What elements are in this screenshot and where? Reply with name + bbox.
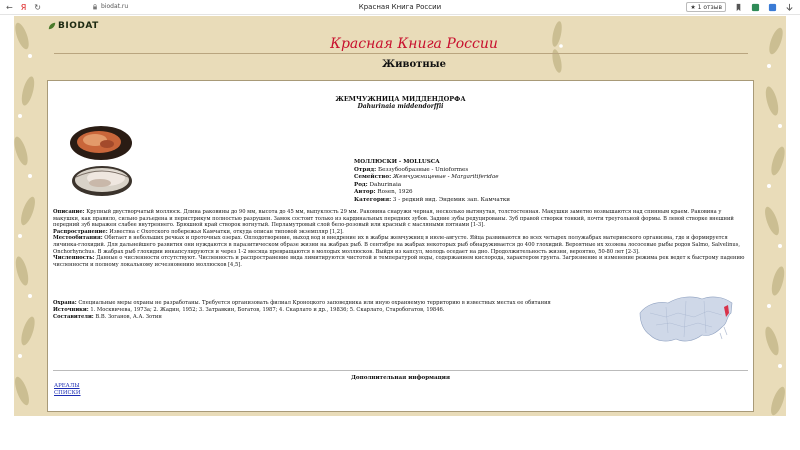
range-map-image xyxy=(636,283,736,363)
yandex-icon[interactable]: Я xyxy=(20,2,27,12)
paragraph-label: Составители: xyxy=(53,313,94,320)
site-title: Красная Книга России xyxy=(330,36,498,52)
protection-paragraph xyxy=(53,300,633,307)
description-paragraph xyxy=(53,209,747,229)
paragraph-text: Специальные меры охраны не разработаны. Требуется организовать филиал Кроноцкого заповедника или иную охраняемую территорию в известных местах ее обитания xyxy=(76,300,551,306)
taxon-row-genus xyxy=(354,182,510,190)
reload-icon[interactable]: ↻ xyxy=(34,2,41,12)
taxonomy-block xyxy=(354,159,510,205)
taxon-value: Жемчужницевые - Margaritiferidae xyxy=(391,174,499,181)
bookmark-icon[interactable] xyxy=(734,3,743,12)
paragraph-label: Описание: xyxy=(53,209,85,215)
tab-title: Красная Книга России xyxy=(358,3,442,11)
paragraph-label: Распространение: xyxy=(53,228,108,235)
lily-of-valley-decoration-right xyxy=(764,16,786,416)
species-name: ЖЕМЧУЖНИЦА МИДДЕНДОРФА xyxy=(335,95,466,103)
taxon-value: Dahurinaia xyxy=(367,181,402,188)
back-icon[interactable]: ← xyxy=(6,2,13,12)
browser-actions xyxy=(686,2,794,12)
section-title: Животные xyxy=(381,59,447,70)
taxon-row-category xyxy=(354,197,510,205)
species-panel xyxy=(47,80,754,412)
paragraph-text: Обитает в небольших речках и проточных озерах. Оплодотворение, выход вод и внедрение их в жабры жемчужниц в июле-августе. Яйца развиваются во всех четырех полужабрах материнского организма, где и формируется личинка-глохидий. Для дальнейшего развития они нуждаются в паразитическом образе жизни на жабрах рыб. В сентябре на жабрах некоторых рыб обнаруживается до 400 глохидий. Вероятные их хозяева лососевые рыбы родов Salmo, Salvelinus, Onchorhynchus. В жабрах рыб глохидии инкапсулируются и через 1-2 месяца превращаются в молодых моллюсков. Выйдя из капсул, молодь оседает на дно. Продолжительность жизни, вероятно, 50-80 лет [2-3]. xyxy=(53,235,741,255)
lily-of-valley-decoration-left xyxy=(14,16,36,416)
extra-info-title: Дополнительная информация xyxy=(350,375,451,381)
conservation-block xyxy=(53,300,633,320)
extension-blue-icon[interactable] xyxy=(768,3,777,12)
habitat-paragraph xyxy=(53,235,747,255)
paragraph-text: 1. Москвичева, 1973а; 2. Жадин, 1952; 3. Затравкин, Богатов, 1987; 4. Скарлато и др., 19836; 5. Скарлато, Старобогатов, 19846. xyxy=(88,306,445,313)
paragraph-text: Известна с Охотского побережья Камчатки, откуда описан типовой экземпляр [1,2]. xyxy=(107,228,344,235)
site-logo[interactable] xyxy=(48,21,99,31)
browser-toolbar xyxy=(0,0,800,15)
taxon-label: Род: xyxy=(354,181,368,188)
extra-divider xyxy=(53,370,748,371)
paragraph-label: Местообитания: xyxy=(53,235,103,242)
taxon-group: МОЛЛЮСКИ - MOLLUSCA xyxy=(354,159,440,165)
taxon-row-author xyxy=(354,189,510,197)
taxon-label: Категория: xyxy=(354,196,392,203)
reviews-button[interactable]: ★ 1 отзыв xyxy=(686,2,726,12)
paragraph-label: Охрана: xyxy=(53,300,77,306)
mussel-shell-image xyxy=(66,121,136,203)
sources-paragraph xyxy=(53,307,633,314)
extension-green-icon[interactable] xyxy=(751,3,760,12)
page-background xyxy=(14,16,786,416)
taxon-value: Беззубообразные - Unioformes xyxy=(376,166,469,173)
species-latin-name: Dahurinaia middendorffii xyxy=(357,103,444,110)
url-text[interactable]: biodat.ru xyxy=(101,3,129,10)
paragraph-text: В.В. Зоганов, А.А. Зотин xyxy=(93,313,162,320)
extra-links xyxy=(54,383,81,397)
downloads-icon[interactable] xyxy=(785,3,794,12)
taxon-label: Отряд: xyxy=(354,166,377,173)
paragraph-text: Данные о численности отсутствуют. Численность и распространение вида лимитируются чистотой и температурой воды, содержанием кислорода, характером грунта. Загрязнение и изменение режима рек ведет к быстрому падению численности и полному локальному исчезновению моллюсков [4,5]. xyxy=(53,255,745,268)
taxon-label: Автор: xyxy=(354,189,376,196)
authors-paragraph xyxy=(53,314,633,321)
taxon-row-family xyxy=(354,174,510,182)
taxon-value: Rosen, 1926 xyxy=(375,189,413,196)
description-block xyxy=(53,209,747,268)
title-divider xyxy=(54,53,748,54)
logo-text: BIODAT xyxy=(58,21,99,31)
paragraph-label: Численность: xyxy=(53,255,95,262)
paragraph-label: Источники: xyxy=(53,306,89,313)
leaf-logo-icon xyxy=(48,22,56,30)
areals-link[interactable]: АРЕАЛЫ xyxy=(54,383,80,389)
taxon-value: 3 - редкий вид. Эндемик зап. Камчатки xyxy=(391,196,511,203)
paragraph-text: Крупный двустворчатый моллюск. Длина раковины до 90 мм, высота до 45 мм, выпуклость 29 мм. Раковина снаружи черная, несколько вытянутая, толстостенная. Макушки заметно возвышаются над спинным краем. Раковина у макушки, как правило, сильно разъедена и перистрикум полностью разрушен. Замок состоит только из кардинальных передних зубов. Задние зубы редуцированы. Зуб правой створки тонкий, почти треугольной формы. В левой створке внешний передний зуб выражен слабее внутреннего. Брюшной край створок вогнутый. Перламутровый слой бело-розовый или красный с масляными пятнами [1-3]. xyxy=(53,209,734,229)
population-paragraph xyxy=(53,255,747,268)
taxon-label: Семейство: xyxy=(354,174,392,181)
lists-link[interactable]: СПИСКИ xyxy=(54,390,81,396)
